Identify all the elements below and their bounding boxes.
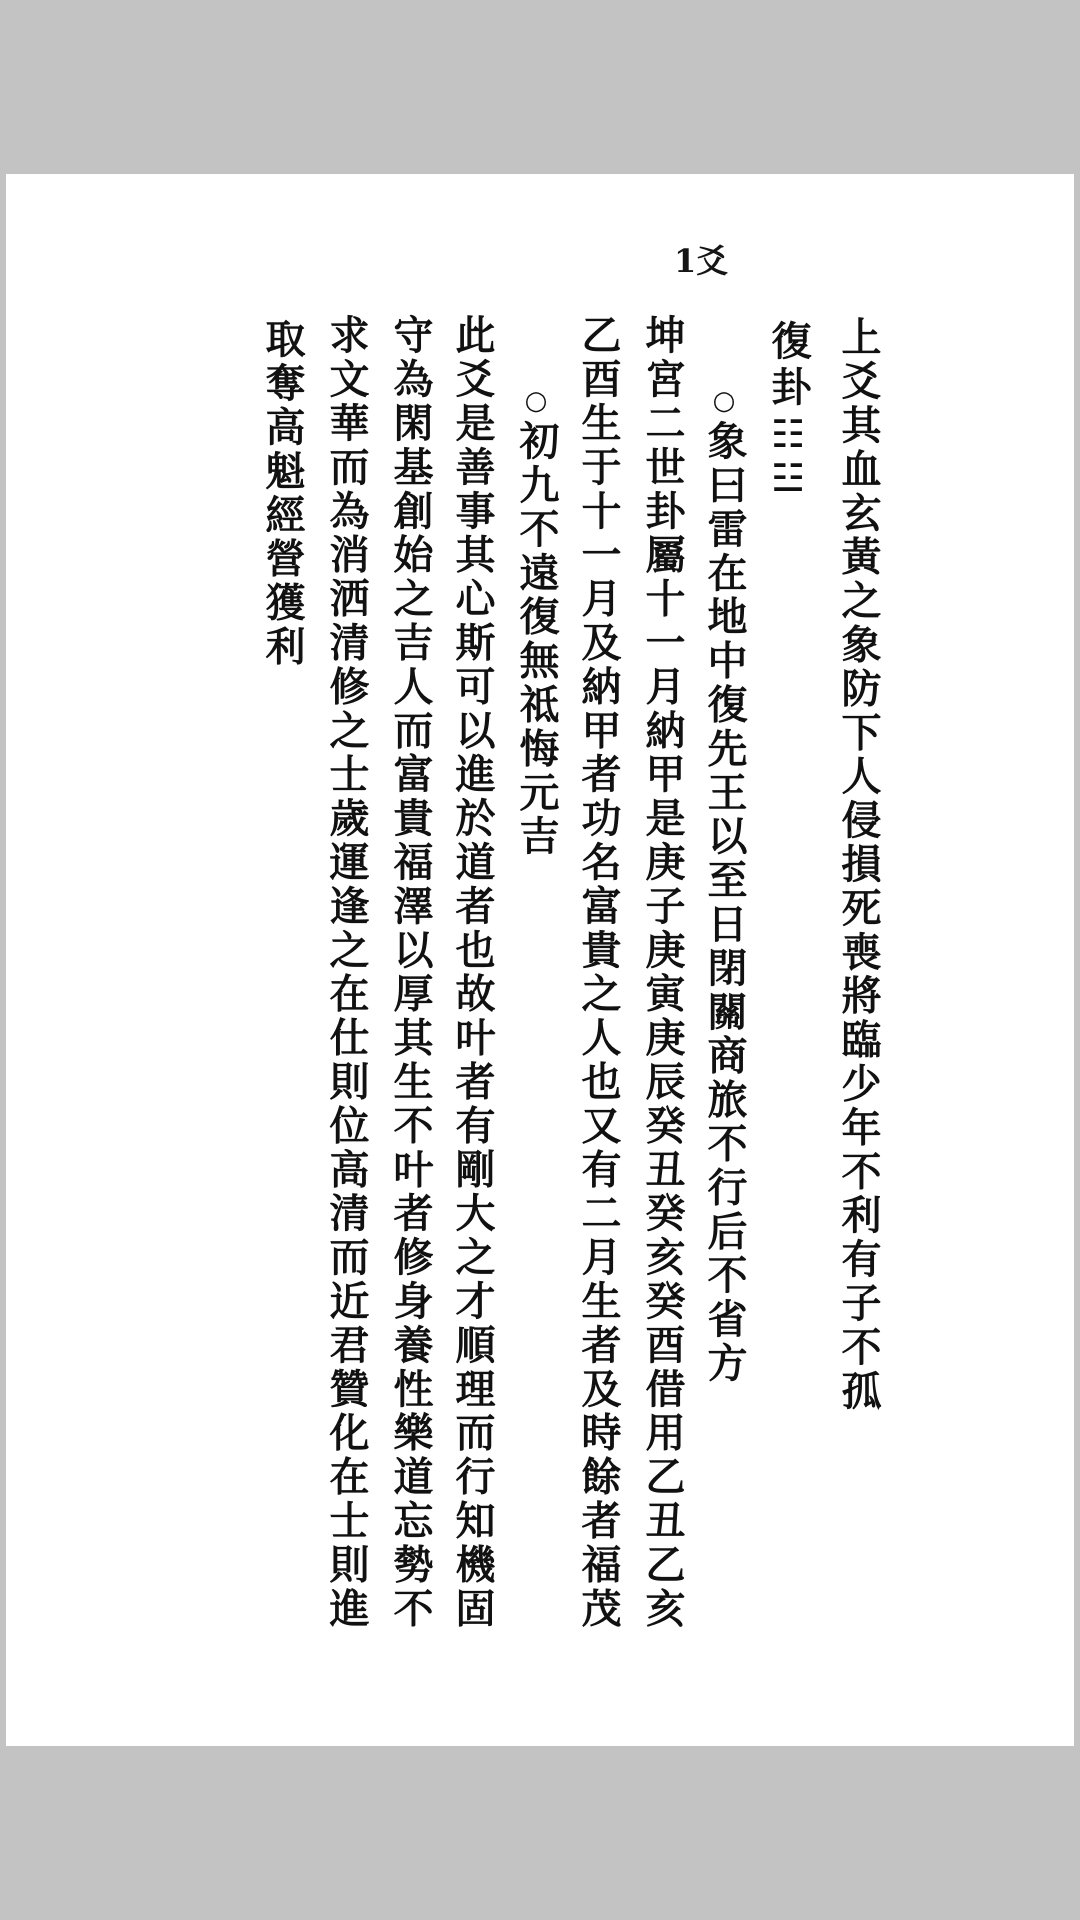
text-column-3 xyxy=(701,346,747,1386)
document-page xyxy=(6,174,1074,1746)
page-marker: 1爻 xyxy=(674,242,729,280)
text-column-10: 取奪高魁經營獲利 xyxy=(259,318,305,670)
hexagram-symbol xyxy=(768,412,808,500)
text-column-9: 求文華而為消洒清修之士歲運逢之在仕則位高清而近君贊化在士則進 xyxy=(323,314,369,1631)
text-column-4: 坤宮二世卦屬十一月納甲是庚子庚寅庚辰癸丑癸亥癸酉借用乙丑乙亥 xyxy=(639,314,685,1631)
text-column-7: 此爻是善事其心斯可以進於道者也故叶者有剛大之才順理而行知機固 xyxy=(449,314,495,1631)
hexagram-symbol-text: ☷☳ xyxy=(766,412,810,500)
text-column-3-body: 象曰雷在地中復先王以至日閉關商旅不行后不省方 xyxy=(701,419,747,1386)
text-column-8: 守為閑基創始之吉人而富貴福澤以厚其生不叶者修身養性樂道忘勢不 xyxy=(387,314,433,1631)
text-column-1: 上爻其血玄黃之象防下人侵損死喪將臨少年不利有子不孤 xyxy=(835,316,881,1414)
circle-mark-icon: ○ xyxy=(521,386,551,420)
hexagram-title: 復卦 xyxy=(765,320,811,412)
circle-mark-icon: ○ xyxy=(709,386,739,420)
text-column-6-body: 初九不遠復無祗悔元吉 xyxy=(513,419,559,859)
text-column-6 xyxy=(513,346,559,859)
text-column-5: 乙酉生于十一月及納甲者功名富貴之人也又有二月生者及時餘者福茂 xyxy=(575,314,621,1631)
